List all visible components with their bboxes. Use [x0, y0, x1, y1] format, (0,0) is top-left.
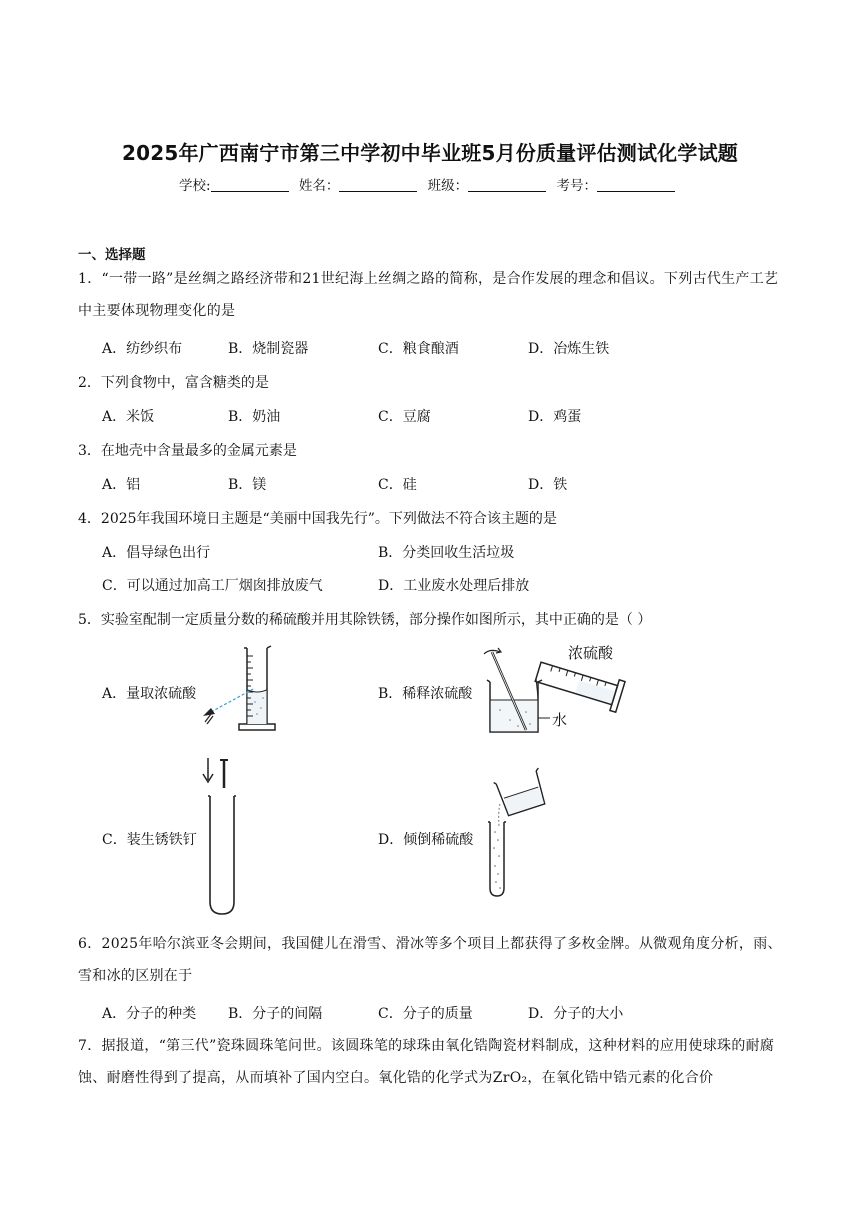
question-4-stem: 4．2025年我国环境日主题是“美丽中国我先行”。下列做法不符合该主题的是	[78, 511, 557, 527]
q3-option-d[interactable]: D．铁	[528, 477, 568, 493]
q5-option-a[interactable]: A．量取浓硫酸	[102, 686, 197, 702]
figure-d-pouring-acid	[478, 770, 558, 900]
figure-a-measuring-cylinder	[195, 642, 285, 737]
q1-option-a[interactable]: A．纺纱织布	[102, 341, 183, 357]
q6-option-c[interactable]: C．分子的质量	[378, 1006, 473, 1022]
q1-option-d[interactable]: D．冶炼生铁	[528, 341, 610, 357]
figure-c-test-tube-nail	[198, 754, 248, 919]
q3-option-c[interactable]: C．硅	[378, 477, 417, 493]
label-concentrated-acid: 浓硫酸	[568, 644, 614, 662]
page-title: 2025年广西南宁市第三中学初中毕业班5月份质量评估测试化学试题	[122, 141, 738, 165]
exam-number-label: 考号：	[556, 178, 597, 194]
section-heading: 一、选择题	[78, 247, 146, 263]
q4-option-a[interactable]: A．倡导绿色出行	[102, 545, 211, 561]
question-7-stem: 7．据报道，“第三代”瓷珠圆珠笔问世。该圆珠笔的球珠由氧化锆陶瓷材料制成，这种材料的应用使球珠的耐腐蚀、耐磨性得到了提高，从而填补了国内空白。氧化锆的化学式为ZrO₂，在氧化锆中锆元素的化合价	[78, 1038, 775, 1086]
q6-option-d[interactable]: D．分子的大小	[528, 1006, 624, 1022]
q6-option-b[interactable]: B．分子的间隔	[228, 1006, 323, 1022]
q6-option-a[interactable]: A．分子的种类	[102, 1006, 197, 1022]
q3-option-b[interactable]: B．镁	[228, 477, 267, 493]
exam-number-blank[interactable]	[597, 178, 675, 192]
question-6-stem: 6．2025年哈尔滨亚冬会期间，我国健儿在滑雪、滑冰等多个项目上都获得了多枚金牌。从微观角度分析，雨、雪和冰的区别在于	[78, 936, 782, 984]
q4-option-d[interactable]: D．工业废水处理后排放	[378, 578, 530, 594]
question-5-stem: 5．实验室配制一定质量分数的稀硫酸并用其除铁锈，部分操作如图所示，其中正确的是（ ）	[78, 612, 652, 628]
class-blank[interactable]	[468, 178, 546, 192]
question-3-stem: 3．在地壳中含量最多的金属元素是	[78, 443, 297, 459]
student-info-line	[0, 174, 860, 194]
name-blank[interactable]	[339, 178, 417, 192]
q5-option-d[interactable]: D．倾倒稀硫酸	[378, 832, 474, 848]
q4-option-b[interactable]: B．分类回收生活垃圾	[378, 545, 515, 561]
school-label: 学校:	[179, 178, 211, 194]
label-water: 水	[552, 711, 568, 729]
name-label: 姓名：	[298, 178, 340, 194]
q5-option-c[interactable]: C．装生锈铁钉	[102, 832, 197, 848]
q2-option-a[interactable]: A．米饭	[102, 409, 155, 425]
q1-option-b[interactable]: B．烧制瓷器	[228, 341, 309, 357]
q4-option-c[interactable]: C．可以通过加高工厂烟囱排放废气	[102, 578, 323, 594]
q2-option-c[interactable]: C．豆腐	[378, 409, 431, 425]
q1-option-c[interactable]: C．粮食酿酒	[378, 341, 459, 357]
question-2-stem: 2．下列食物中，富含糖类的是	[78, 375, 269, 391]
class-label: 班级：	[427, 178, 469, 194]
question-1-stem: 1．“一带一路”是丝绸之路经济带和21世纪海上丝绸之路的简称，是合作发展的理念和倡议。下列古代生产工艺中主要体现物理变化的是	[78, 271, 779, 319]
q2-option-b[interactable]: B．奶油	[228, 409, 281, 425]
school-blank[interactable]	[211, 178, 289, 192]
q2-option-d[interactable]: D．鸡蛋	[528, 409, 582, 425]
q5-option-b[interactable]: B．稀释浓硫酸	[378, 686, 473, 702]
q3-option-a[interactable]: A．铝	[102, 477, 141, 493]
